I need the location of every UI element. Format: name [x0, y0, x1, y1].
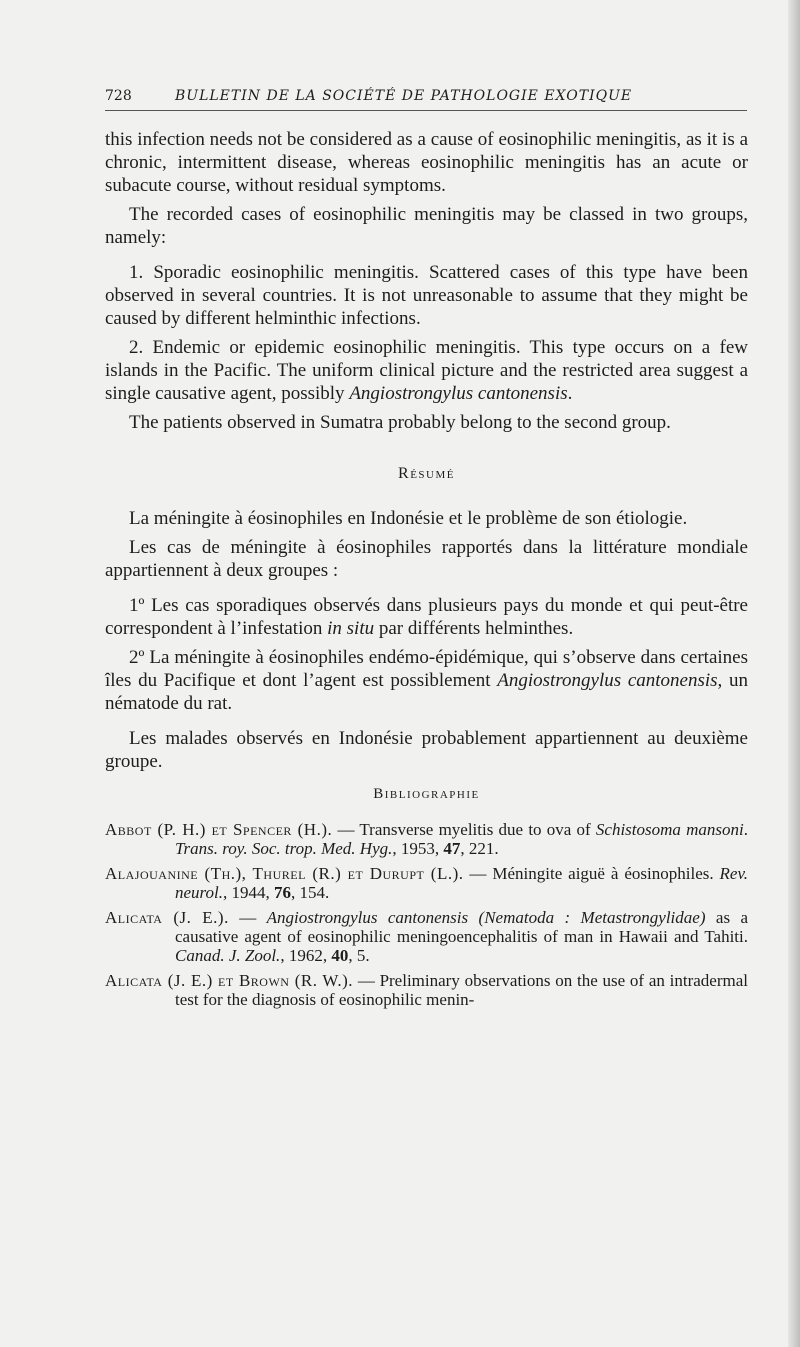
resume-heading: Résumé	[398, 465, 455, 482]
running-header	[105, 88, 747, 108]
paragraph: The patients observed in Sumatra probably belong to the second group.	[129, 412, 671, 433]
journal-title: BULLETIN DE LA SOCIÉTÉ DE PATHOLOGIE EXOTIQUE	[175, 88, 633, 104]
paragraph: The recorded cases of eosinophilic meningitis may be classed in two groups, namely:	[105, 204, 748, 248]
reference-entry: Alajouanine (Th.), Thurel (R.) et Durupt (L.). — Méningite aiguë à éosinophiles. Rev. neurol., 1944, 76, 154.	[105, 864, 749, 902]
paragraph: 1. Sporadic eosinophilic meningitis. Scattered cases of this type have been observed in several countries. It is not unreasonable to assume that they might be caused by different helminthic infections.	[105, 262, 748, 329]
header-rule	[105, 110, 747, 111]
page-edge-shadow	[788, 0, 800, 1347]
reference-entry: Alicata (J. E.) et Brown (R. W.). — Preliminary observations on the use of an intradermal test for the diagnosis of eosinophilic menin-	[105, 971, 748, 1009]
bibliography-heading: Bibliographie	[373, 786, 480, 802]
paragraph: 2º La méningite à éosinophiles endémo-épidémique, qui s’observe dans certaines îles du Pacifique et dont l’agent est possiblement Angiostrongylus cantonensis, un nématode du rat.	[105, 647, 748, 714]
article-body	[105, 128, 748, 1015]
paragraph: Les cas de méningite à éosinophiles rapportés dans la littérature mondiale appartiennent à deux groupes :	[105, 537, 748, 581]
paragraph: 2. Endemic or epidemic eosinophilic meningitis. This type occurs on a few islands in the Pacific. The uniform clinical picture and the restricted area suggest a single causative agent, possibly Angiostrongylus cantonensis.	[105, 337, 748, 404]
reference-list	[105, 820, 748, 1009]
page-number: 728	[105, 88, 132, 104]
paragraph: La méningite à éosinophiles en Indonésie et le problème de son étiologie.	[129, 508, 688, 529]
reference-entry: Alicata (J. E.). — Angiostrongylus cantonensis (Nematoda : Metastrongylidae) as a causative agent of eosinophilic meningoencephalitis of man in Hawaii and Tahiti. Canad. J. Zool., 1962, 40, 5.	[105, 908, 749, 965]
paragraph: this infection needs not be considered as a cause of eosinophilic meningitis, as it is a chronic, intermittent disease, whereas eosinophilic meningitis has an acute or subacute course, without residual symptoms.	[105, 129, 748, 196]
paragraph: 1º Les cas sporadiques observés dans plusieurs pays du monde et qui peut-être correspondent à l’infestation in situ par différents helminthes.	[105, 595, 748, 639]
reference-entry: Abbot (P. H.) et Spencer (H.). — Transverse myelitis due to ova of Schistosoma mansoni. Trans. roy. Soc. trop. Med. Hyg., 1953, 47, 221.	[105, 820, 748, 858]
species-name: Angiostrongylus cantonensis	[349, 383, 568, 404]
species-name: Angiostrongylus cantonensis	[497, 670, 718, 691]
paragraph: Les malades observés en Indonésie probablement appartiennent au deuxième groupe.	[105, 728, 748, 772]
